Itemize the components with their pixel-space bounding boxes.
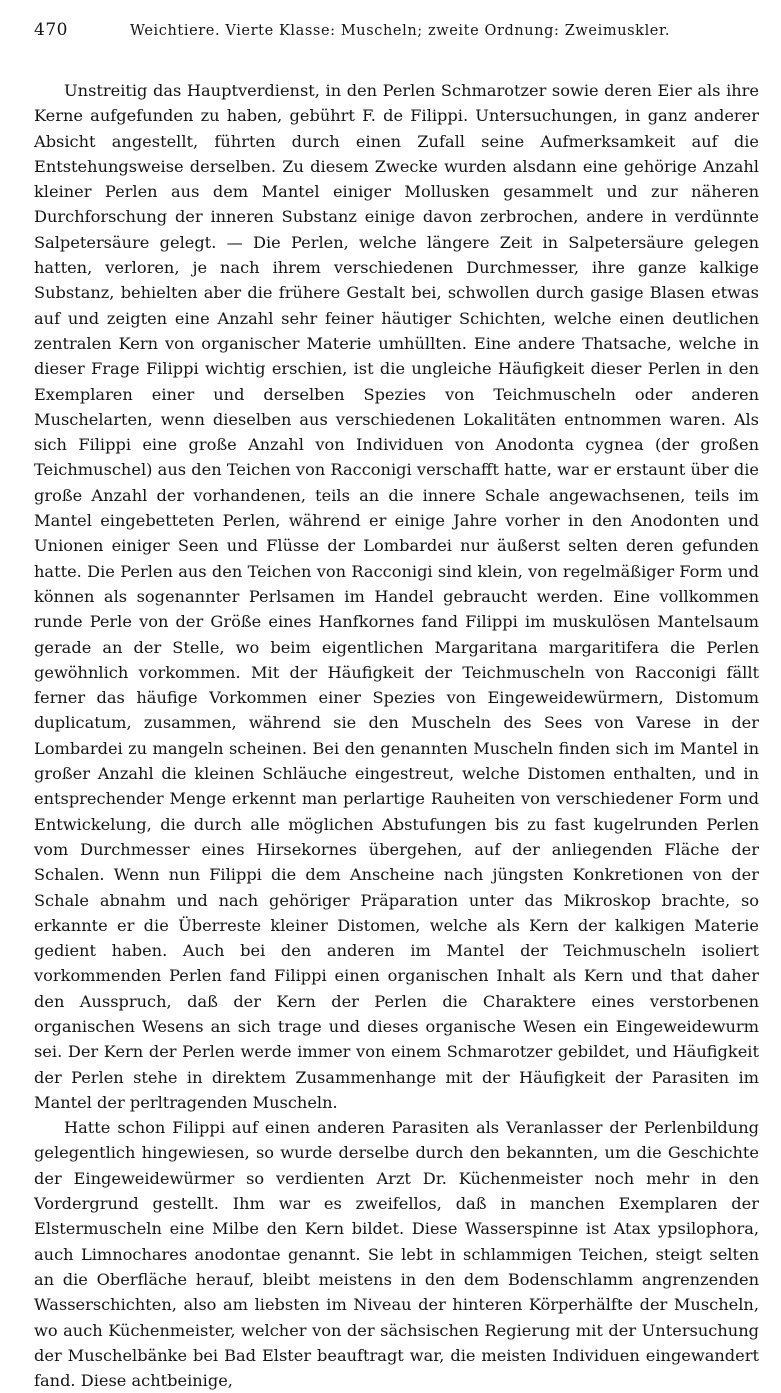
paragraph-1: Unstreitig das Hauptverdienst, in den Perlen Schmarotzer sowie deren Eier als ihre Kerne aufgefunden zu haben, gebührt F. de Filippi. Untersuchungen, in ganz anderer Absicht angestellt, führten durch einen Zufall seine Aufmerksamkeit auf die Entstehungsweise derselben. Zu diesem Zwecke wurden alsdann eine gehörige Anzahl kleiner Perlen aus dem Mantel einiger Mollusken gesammelt und zur näheren Durchforschung der inneren Substanz einige davon zerbrochen, andere in verdünnte Salpetersäure gelegt. — Die Perlen, welche längere Zeit in Salpetersäure gelegen hatten, verloren, je nach ihrem verschiedenen Durchmesser, ihre ganze kalkige Substanz, behielten aber die frühere Gestalt bei, schwollen durch gasige Blasen etwas auf und zeigten eine Anzahl sehr feiner häutiger Schichten, welche einen deutlichen zentralen Kern von organischer Materie umhüllten. Eine andere Thatsache, welche in dieser Frage Filippi wichtig erschien, ist die ungleiche Häufigkeit dieser Perlen in den Exemplaren einer und derselben Spezies von Teichmuscheln oder anderen Muschelarten, wenn dieselben aus verschiedenen Lokalitäten entnommen waren. Als sich Filippi eine große Anzahl von Individuen von Anodonta cygnea (der großen Teichmuschel) aus den Teichen von Racconigi verschafft hatte, war er erstaunt über die große Anzahl der vorhandenen, teils an die innere Schale angewachsenen, teils im Mantel eingebetteten Perlen, während er einige Jahre vorher in den Anodonten und Unionen einiger Seen und Flüsse der Lombardei nur äußerst selten deren gefunden hatte. Die Perlen aus den Teichen von Racconigi sind klein, von regelmäßiger Form und können als sogenannter Perlsamen im Handel gebraucht werden. Eine vollkommen runde Perle von der Größe eines Hanfkornes fand Filippi im muskulösen Mantelsaum gerade an der Stelle, wo beim eigentlichen Margaritana margaritifera die Perlen gewöhnlich vorkommen. Mit der Häufigkeit der Teichmuscheln von Racconigi fällt ferner das häufige Vorkommen einer Spezies von Eingeweidewürmern, Distomum duplicatum, zusammen, während sie den Muscheln des Sees von Varese in der Lombardei zu mangeln scheinen. Bei den genannten Muscheln finden sich im Mantel in großer Anzahl die kleinen Schläuche eingestreut, welche Distomen enthalten, und in entsprechender Menge erkennt man perlartige Rauheiten von verschiedener Form und Entwickelung, die durch alle möglichen Abstufungen bis zu fast kugelrunden Perlen vom Durchmesser eines Hirsekornes übergehen, auf der anliegenden Fläche der Schalen. Wenn nun Filippi die dem Anscheine nach jüngsten Konkretionen von der Schale abnahm und nach gehöriger Präparation unter das Mikroskop brachte, so erkannte er die Überreste kleiner Distomen, welche als Kern der kalkigen Materie gedient haben. Auch bei den anderen im Mantel der Teichmuscheln isoliert vorkommenden Perlen fand Filippi einen organischen Inhalt als Kern und that daher den Ausspruch, daß der Kern der Perlen die Charaktere eines verstorbenen organischen Wesens an sich trage und dieses organische Wesen ein Eingeweidewurm sei. Der Kern der Perlen werde immer von einem Schmarotzer gebildet, und Häufigkeit der Perlen stehe in direktem Zusammenhange mit der Häufigkeit der Parasiten im Mantel der perltragenden Muscheln. xyxy=(34,81,759,1112)
body-text xyxy=(34,78,759,1393)
running-header xyxy=(34,20,759,54)
running-title: Weichtiere. Vierte Klasse: Muscheln; zweite Ordnung: Zweimuskler. xyxy=(130,23,671,39)
page-number: 470 xyxy=(34,20,68,40)
paragraph-2: Hatte schon Filippi auf einen anderen Parasiten als Veranlasser der Perlenbildung gelegentlich hingewiesen, so wurde derselbe durch den bekannten, um die Geschichte der Eingeweidewürmer so verdienten Arzt Dr. Küchenmeister noch mehr in den Vordergrund gestellt. Ihm war es zweifellos, daß in manchen Exemplaren der Elstermuscheln eine Milbe den Kern bildet. Diese Wasserspinne ist Atax ypsilophora, auch Limnochares anodontae genannt. Sie lebt in schlammigen Teichen, steigt selten an die Oberfläche herauf, bleibt meistens in den dem Bodenschlamm angrenzenden Wasserschichten, also am liebsten im Niveau der hinteren Körperhälfte der Muscheln, wo auch Küchenmeister, welcher von der sächsischen Regierung mit der Untersuchung der Muschelbänke bei Bad Elster beauftragt war, die meisten Individuen eingewandert fand. Diese achtbeinige, xyxy=(34,1118,759,1391)
